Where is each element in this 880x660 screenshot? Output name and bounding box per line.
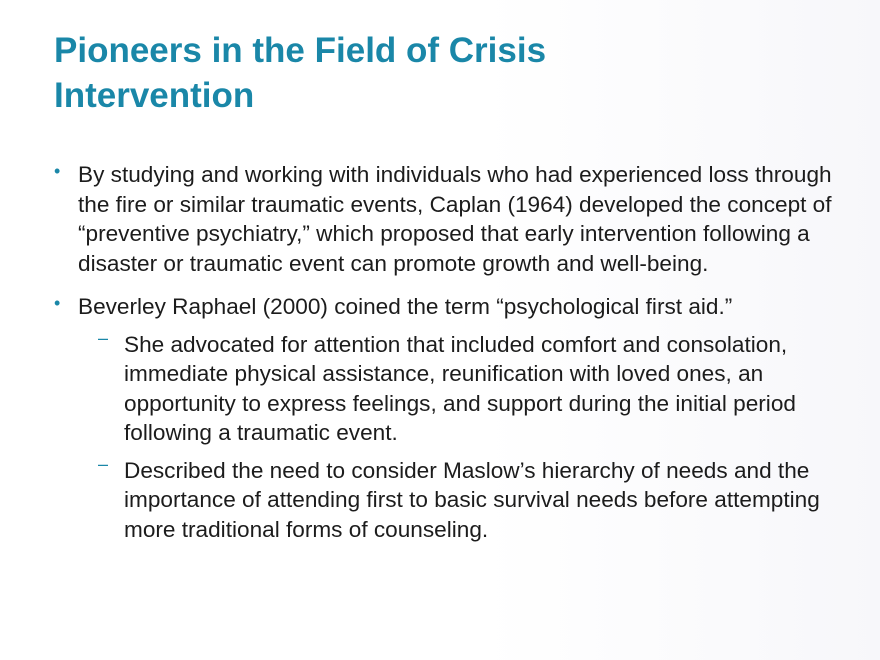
slide-title-line-1: Pioneers in the Field of Crisis [54,31,547,70]
slide-content [54,160,844,558]
dash-icon: – [98,327,109,348]
bullet-dot-icon: • [54,293,61,313]
sub-bullet-text: She advocated for attention that included comfort and consolation, immediate physical assistance, reunification with loved ones, an opportunity to express feelings, and support during the initial period following a traumatic event. [124,331,796,445]
dash-icon: – [98,453,109,474]
slide-title-line-2: Intervention [54,76,255,115]
sub-bullet-item-maslow [54,453,844,545]
sub-bullet-text: Described the need to consider Maslow’s hierarchy of needs and the importance of attending first to basic survival needs before attempting more traditional forms of counseling. [124,457,820,542]
bullet-item-caplan [54,160,844,278]
sub-bullet-item-advocated [54,327,844,448]
bullet-text: By studying and working with individuals who had experienced loss through the fire or similar traumatic events, Caplan (1964) developed the concept of “preventive psychiatry,” which proposed that early intervention following a disaster or traumatic event can promote growth and well-being. [78,162,832,276]
bullet-item-raphael [54,292,844,322]
bullet-group-2 [54,292,844,544]
slide-title [54,28,834,118]
bullet-text: Beverley Raphael (2000) coined the term “psychological first aid.” [78,294,733,319]
bullet-group-1 [54,160,844,278]
bullet-dot-icon: • [54,161,61,181]
